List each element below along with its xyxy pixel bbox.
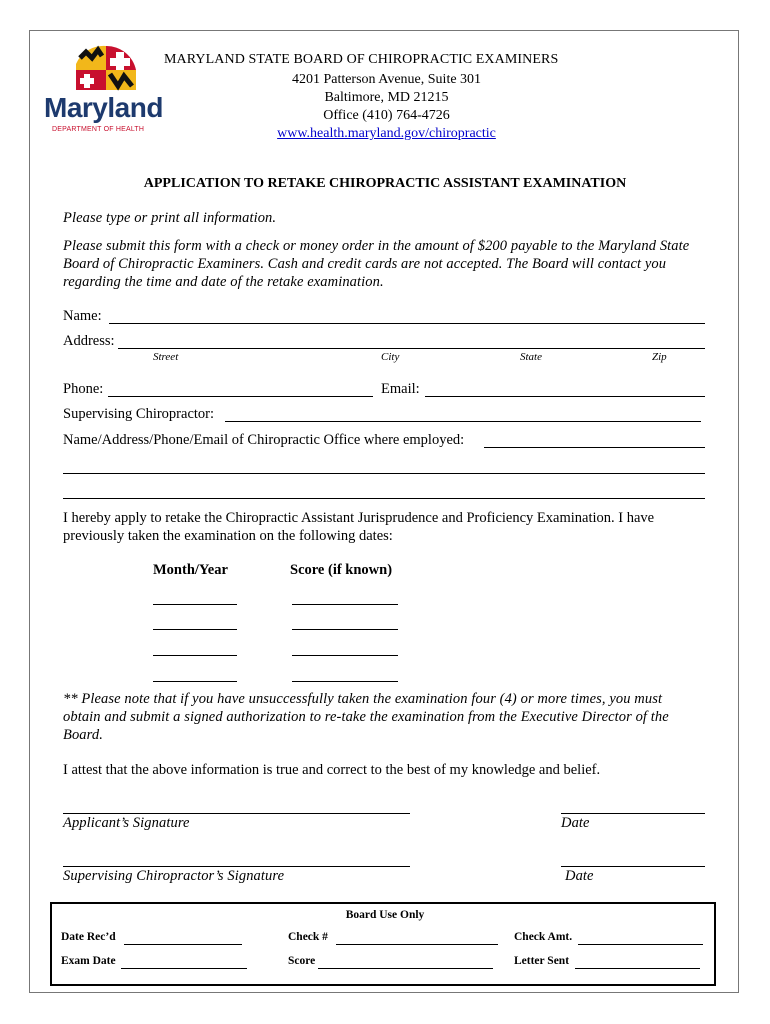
retake-note: ** Please note that if you have unsuccessfully taken the examination four (4) or more times, you must obtain and submit a signed authorization to re-take the examination from the Executive Director of the Board. xyxy=(63,691,669,743)
office-field-2[interactable] xyxy=(63,473,705,474)
letter-sent-field[interactable] xyxy=(575,968,700,969)
month-year-field-3[interactable] xyxy=(153,655,237,656)
name-field[interactable] xyxy=(109,323,705,324)
zip-sublabel: Zip xyxy=(652,351,667,363)
letter-sent-label: Letter Sent xyxy=(514,955,570,967)
supervising-chiropractor-field[interactable] xyxy=(225,421,701,422)
check-no-field[interactable] xyxy=(336,944,498,945)
score-field-2[interactable] xyxy=(292,629,398,630)
maryland-flag-icon xyxy=(66,44,146,96)
office-phone: Office (410) 764-4726 xyxy=(323,108,450,123)
applicant-signature-field[interactable] xyxy=(63,813,410,814)
maryland-logo xyxy=(44,44,164,136)
check-no-label: Check # xyxy=(288,931,328,943)
score-field-4[interactable] xyxy=(292,681,398,682)
score-label: Score xyxy=(288,955,316,967)
state-sublabel: State xyxy=(520,351,542,363)
email-field[interactable] xyxy=(425,396,705,397)
email-label: Email: xyxy=(381,381,420,397)
score-header: Score (if known) xyxy=(290,562,393,578)
month-year-field-4[interactable] xyxy=(153,681,237,682)
name-label: Name: xyxy=(63,308,102,324)
score-field-1[interactable] xyxy=(292,604,398,605)
office-label: Name/Address/Phone/Email of Chiropractic Office where employed: xyxy=(63,432,465,448)
supervisor-date-field[interactable] xyxy=(561,866,705,867)
org-name: MARYLAND STATE BOARD OF CHIROPRACTIC EXAMINERS xyxy=(164,52,559,67)
date-recd-label: Date Rec’d xyxy=(61,931,116,943)
website-link[interactable]: www.health.maryland.gov/chiropractic xyxy=(277,126,496,141)
form-title: APPLICATION TO RETAKE CHIROPRACTIC ASSISTANT EXAMINATION xyxy=(143,176,627,191)
logo-department: DEPARTMENT OF HEALTH xyxy=(52,126,145,133)
office-field-1[interactable] xyxy=(484,447,705,448)
supervisor-date-label: Date xyxy=(565,868,594,884)
board-use-heading: Board Use Only xyxy=(345,909,425,921)
address-label: Address: xyxy=(63,333,115,349)
city-sublabel: City xyxy=(381,351,400,363)
applicant-date-field[interactable] xyxy=(561,813,705,814)
attest-statement: I attest that the above information is true and correct to the best of my knowledge and belief. xyxy=(63,762,601,778)
month-year-field-1[interactable] xyxy=(153,604,237,605)
board-score-field[interactable] xyxy=(318,968,493,969)
office-field-3[interactable] xyxy=(63,498,705,499)
exam-date-label: Exam Date xyxy=(61,955,116,967)
date-recd-field[interactable] xyxy=(124,944,242,945)
street-sublabel: Street xyxy=(153,351,179,363)
score-field-3[interactable] xyxy=(292,655,398,656)
address-line-1: 4201 Patterson Avenue, Suite 301 xyxy=(291,72,482,87)
month-year-header: Month/Year xyxy=(153,562,228,578)
exam-date-field[interactable] xyxy=(121,968,247,969)
month-year-field-2[interactable] xyxy=(153,629,237,630)
instruction-type-print: Please type or print all information. xyxy=(63,210,277,226)
supervisor-signature-label: Supervising Chiropractor’s Signature xyxy=(63,868,285,884)
phone-label: Phone: xyxy=(63,381,104,397)
address-field[interactable] xyxy=(118,348,705,349)
supervisor-signature-field[interactable] xyxy=(63,866,410,867)
instruction-payment: Please submit this form with a check or money order in the amount of $200 payable to the Maryland State Board of Chiropractic Examiners. Cash and credit cards are not accepted. The Board will contact you regarding the time and date of the retake examination. xyxy=(63,238,690,290)
supervising-chiropractor-label: Supervising Chiropractor: xyxy=(63,406,215,422)
address-line-2: Baltimore, MD 21215 xyxy=(324,90,449,105)
applicant-date-label: Date xyxy=(561,815,590,831)
logo-wordmark: Maryland xyxy=(44,92,163,123)
applicant-signature-label: Applicant’s Signature xyxy=(63,815,190,831)
apply-statement: I hereby apply to retake the Chiropractic Assistant Jurisprudence and Proficiency Examination. I have previously taken the examination on the following dates: xyxy=(63,510,655,544)
phone-field[interactable] xyxy=(108,396,373,397)
check-amt-field[interactable] xyxy=(578,944,703,945)
check-amt-label: Check Amt. xyxy=(514,931,573,943)
